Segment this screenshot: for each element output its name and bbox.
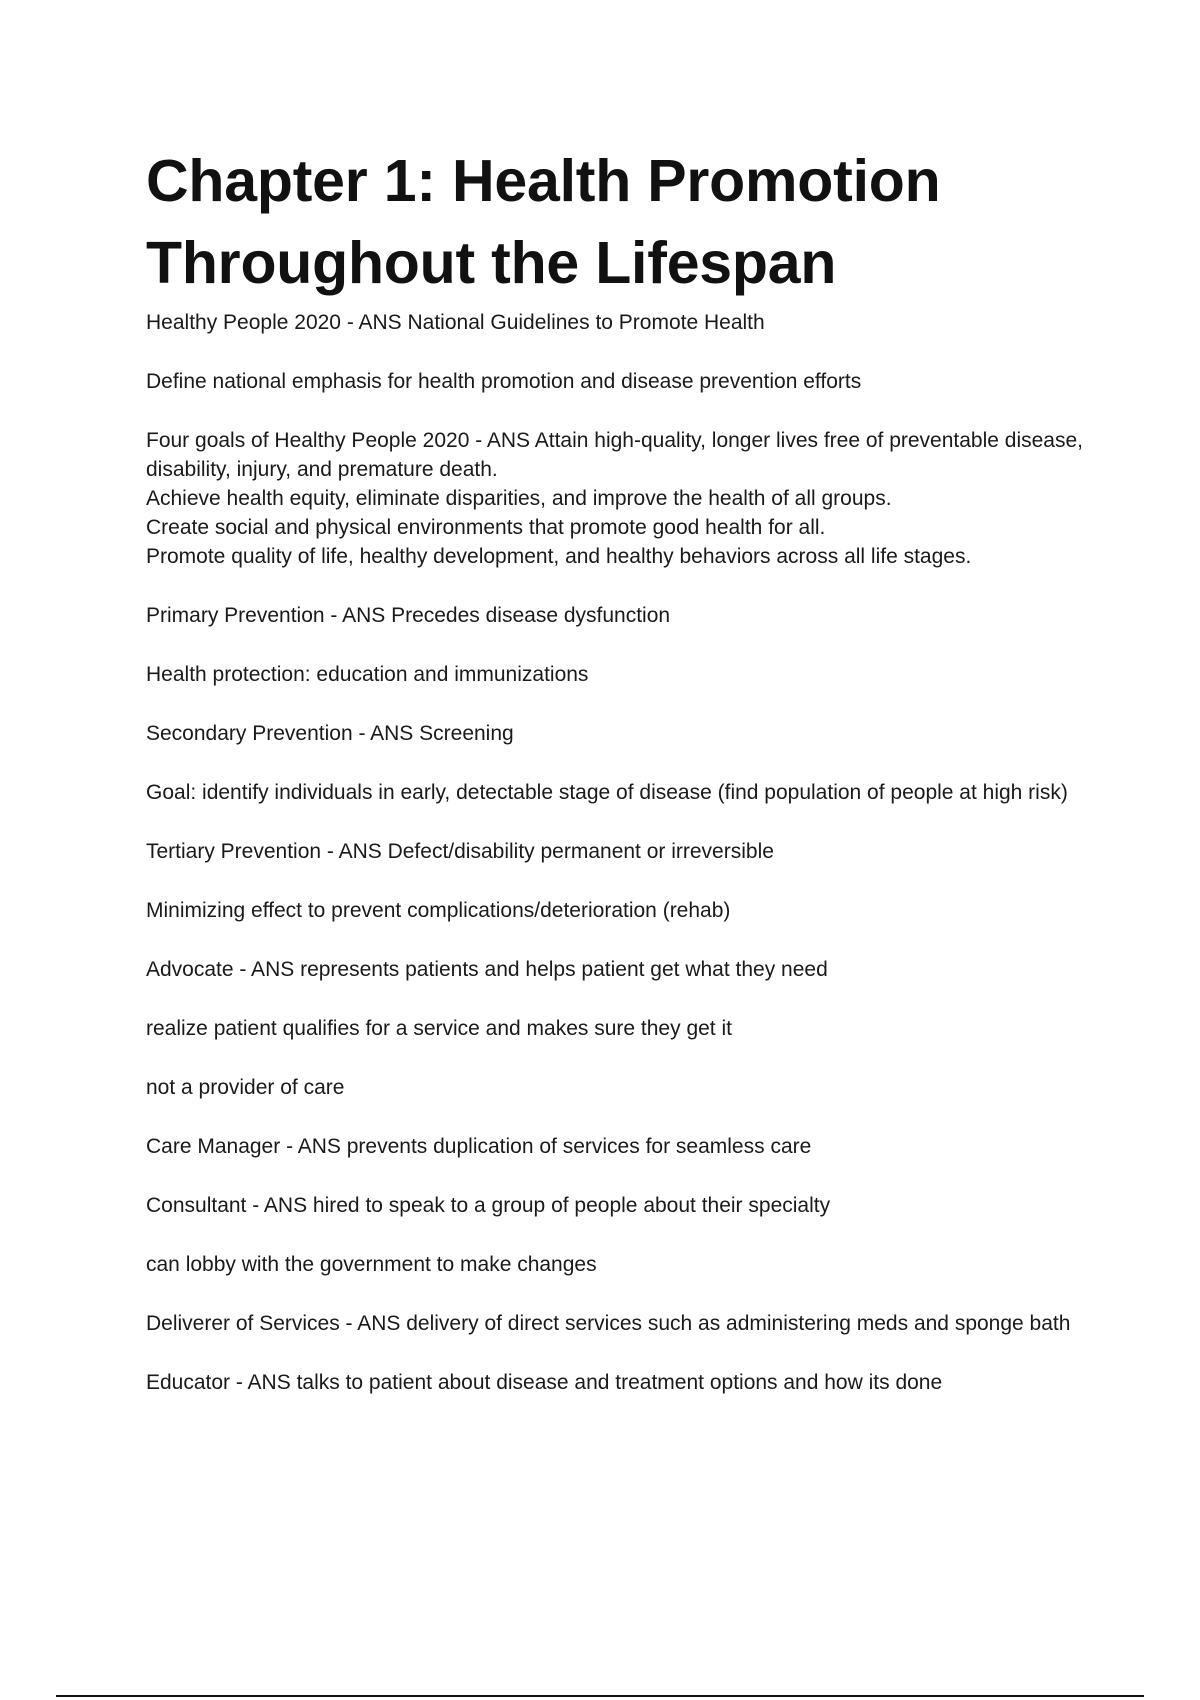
footer-divider [56,1695,1144,1697]
paragraph-line: Four goals of Healthy People 2020 - ANS Attain high-quality, longer lives free of preventable disease, disability, injury, and premature death. [146,429,1084,481]
paragraph-line: Advocate - ANS represents patients and helps patient get what they need [146,958,828,981]
paragraph-line: Consultant - ANS hired to speak to a group of people about their specialty [146,1194,831,1217]
paragraph [146,660,1086,689]
paragraph-line: Healthy People 2020 - ANS National Guidelines to Promote Health [146,311,765,334]
page-title: Chapter 1: Health Promotion Throughout the Lifespan [146,148,941,296]
paragraph-line: Promote quality of life, healthy development, and healthy behaviors across all life stages. [146,545,972,568]
paragraph [146,896,1086,925]
paragraph-line: realize patient qualifies for a service and makes sure they get it [146,1017,732,1040]
paragraph-line: Goal: identify individuals in early, detectable stage of disease (find population of people at high risk) [146,781,1068,804]
paragraph [146,1014,1086,1043]
paragraph-line: Minimizing effect to prevent complications/deterioration (rehab) [146,899,731,922]
paragraph-line: can lobby with the government to make changes [146,1253,597,1276]
paragraph-line: Tertiary Prevention - ANS Defect/disability permanent or irreversible [146,840,774,863]
paragraph [146,308,1086,337]
paragraph-line: Achieve health equity, eliminate disparities, and improve the health of all groups. [146,487,892,510]
paragraph-line: Deliverer of Services - ANS delivery of direct services such as administering meds and sponge bath [146,1312,1071,1335]
paragraph [146,955,1086,984]
paragraph [146,1250,1086,1279]
paragraph-line: not a provider of care [146,1076,345,1099]
paragraph-line: Define national emphasis for health promotion and disease prevention efforts [146,370,862,393]
document-page [146,140,1086,1427]
paragraph [146,719,1086,748]
paragraph [146,601,1086,630]
paragraph-line: Primary Prevention - ANS Precedes disease dysfunction [146,604,671,627]
paragraph-line: Secondary Prevention - ANS Screening [146,722,514,745]
paragraph-line: Educator - ANS talks to patient about disease and treatment options and how its done [146,1371,943,1394]
paragraph [146,1073,1086,1102]
paragraph [146,1368,1086,1397]
paragraph [146,367,1086,396]
paragraph [146,1132,1086,1161]
paragraph [146,837,1086,866]
paragraph [146,1191,1086,1220]
paragraph-line: Care Manager - ANS prevents duplication of services for seamless care [146,1135,812,1158]
paragraph-line: Create social and physical environments that promote good health for all. [146,516,826,539]
paragraph [146,778,1086,807]
paragraph [146,426,1086,571]
paragraph-line: Health protection: education and immunizations [146,663,589,686]
paragraph [146,1309,1086,1338]
